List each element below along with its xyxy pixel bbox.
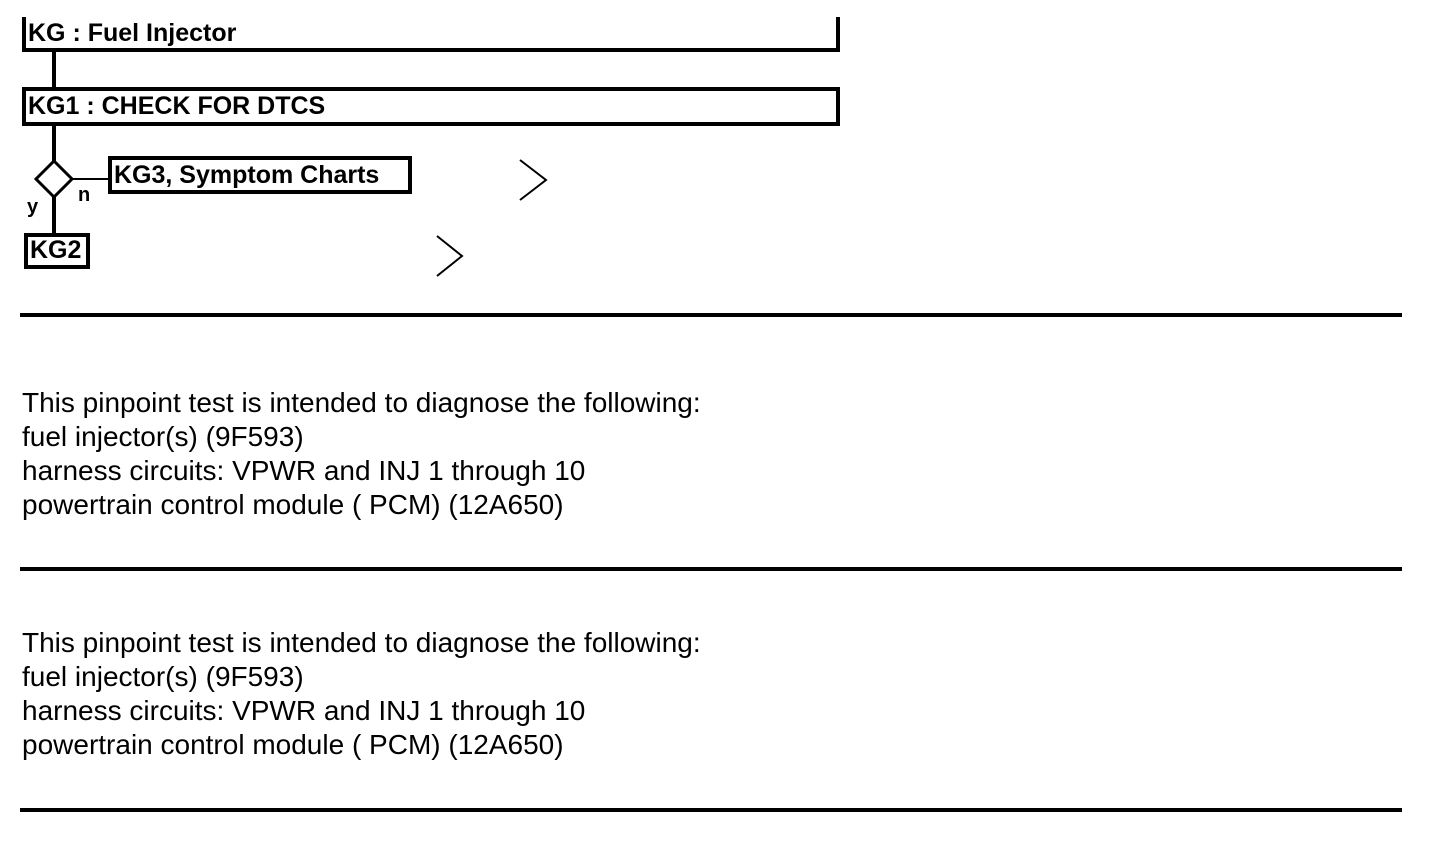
divider-rule <box>20 808 1402 812</box>
list-item: fuel injector(s) (9F593) <box>22 421 304 452</box>
chevron-right-icon[interactable] <box>437 236 462 276</box>
divider-rule <box>20 567 1402 571</box>
section-intro: This pinpoint test is intended to diagnose the following: <box>22 627 701 658</box>
no-branch-label: n <box>78 184 91 206</box>
kg2-link-label[interactable]: KG2 <box>30 236 82 264</box>
description-section <box>22 386 1222 522</box>
list-item: fuel injector(s) (9F593) <box>22 661 304 692</box>
list-item: harness circuits: VPWR and INJ 1 through 10 <box>22 695 586 726</box>
kg3-link-label[interactable]: KG3, Symptom Charts <box>114 161 380 189</box>
divider-rule <box>20 313 1402 317</box>
list-item: powertrain control module ( PCM) (12A650) <box>22 729 564 760</box>
step-box-label[interactable]: KG1 : CHECK FOR DTCS <box>28 92 326 120</box>
chevron-right-icon[interactable] <box>520 160 546 200</box>
decision-diamond <box>36 161 72 197</box>
description-section <box>22 626 1222 762</box>
list-item: powertrain control module ( PCM) (12A650) <box>22 489 564 520</box>
title-box-label: KG : Fuel Injector <box>28 19 237 47</box>
list-item: harness circuits: VPWR and INJ 1 through 10 <box>22 455 586 486</box>
yes-branch-label: y <box>27 196 39 218</box>
section-intro: This pinpoint test is intended to diagnose the following: <box>22 387 701 418</box>
